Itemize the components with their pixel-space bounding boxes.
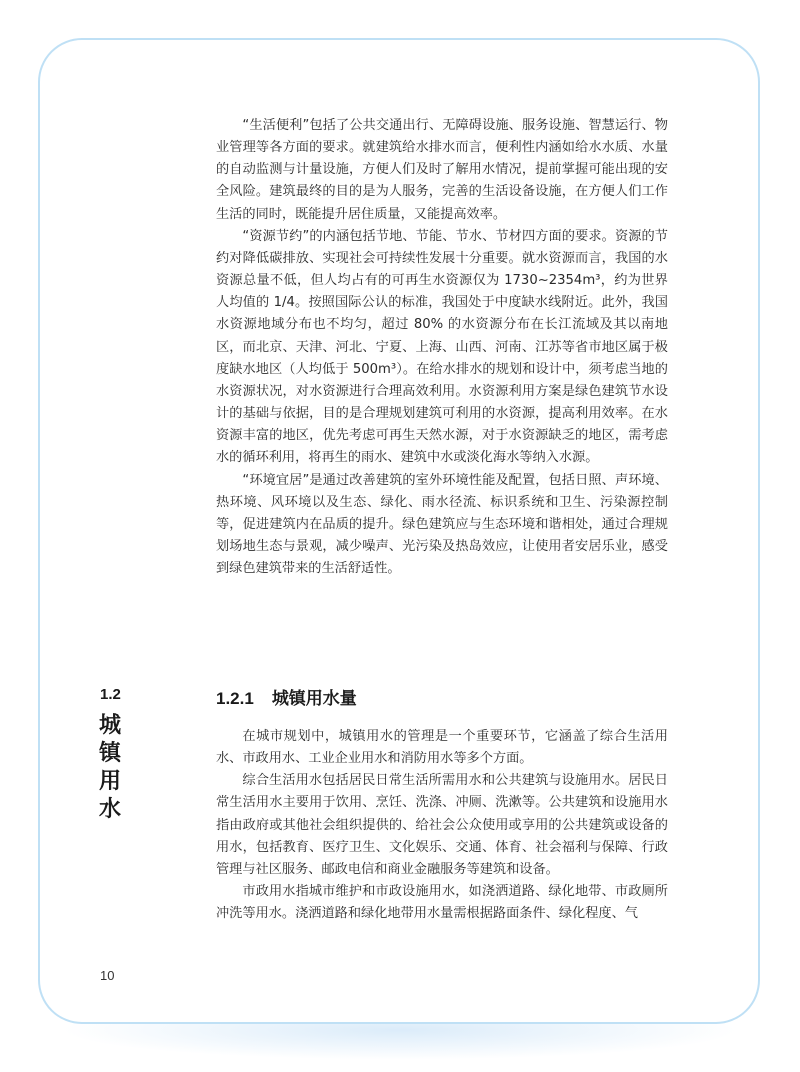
paragraph-municipal-water: 市政用水指城市维护和市政设施用水，如浇洒道路、绿化地带、市政厕所冲洗等用水。浇洒道路和绿化地带用水量需根据路面条件、绿化程度、气 <box>216 884 668 922</box>
paragraph-convenience: “生活便利”包括了公共交通出行、无障碍设施、服务设施、智慧运行、物业管理等各方面的要求。就建筑给水排水而言，便利性内涵如给水水质、水量的自动监测与计量设施，方便人们及时了解用水情况，提前掌握可能出现的安全风险。建筑最终的目的是为人服务，完善的生活设备设施，在方便人们工作生活的同时，既能提升居住质量，又能提高效率。 <box>216 118 668 222</box>
top-text-block <box>216 115 668 580</box>
subsection-heading <box>216 684 357 709</box>
paragraph-resource-saving: “资源节约”的内涵包括节地、节能、节水、节材四方面的要求。资源的节约对降低碳排放、实现社会可持续性发展十分重要。就水资源而言，我国的水资源总量不低，但人均占有的可再生水资源仅为 1730~2354m³，约为世界人均值的 1/4。按照国际公认的标准，我国处于中度缺水线附近。此外，我国水资源地域分布也不均匀，超过 80% 的水资源分布在长江流域及其以南地区，而北京、天津、河北、宁夏、上海、山西、河南、江苏等省市地区属于极度缺水地区（人均低于 500m³）。在给水排水的规划和设计中，须考虑当地的水资源状况，对水资源进行合理高效利用。水资源利用方案是绿色建筑节水设计的基础与依据，目的是合理规划建筑可利用的水资源，提高利用效率。在水资源丰富的地区，优先考虑可再生天然水源，对于水资源缺乏的地区，需考虑水的循环利用，将再生的雨水、建筑中水或淡化海水等纳入水源。 <box>216 228 668 466</box>
page-number: 10 <box>100 968 115 983</box>
paragraph-urban-water-intro: 在城市规划中，城镇用水的管理是一个重要环节，它涵盖了综合生活用水、市政用水、工业企业用水和消防用水等多个方面。 <box>216 729 668 767</box>
section-number: 1.2 <box>100 686 121 703</box>
paragraph-domestic-water: 综合生活用水包括居民日常生活所需用水和公共建筑与设施用水。居民日常生活用水主要用于饮用、烹饪、洗涤、冲厕、洗漱等。公共建筑和设施用水指由政府或其他社会组织提供的、给社会公众使用或享用的公共建筑或设备的用水，包括教育、医疗卫生、文化娱乐、交通、体育、社会福利与保障、行政管理与社区服务、邮政电信和商业金融服务等建筑和设备。 <box>216 773 668 877</box>
paragraph-livable-environment: “环境宜居”是通过改善建筑的室外环境性能及配置，包括日照、声环境、热环境、风环境以及生态、绿化、雨水径流、标识系统和卫生、污染源控制等，促进建筑内在品质的提升。绿色建筑应与生态环境和谐相处，通过合理规划场地生态与景观，减少噪声、光污染及热岛效应，让使用者安居乐业，感受到绿色建筑带来的生活舒适性。 <box>216 472 668 577</box>
subsection-number: 1.2.1 <box>216 689 254 708</box>
subsection-title: 城镇用水量 <box>271 689 357 709</box>
bottom-text-block <box>216 726 668 925</box>
section-title-vertical: 城镇用水 <box>99 713 122 822</box>
